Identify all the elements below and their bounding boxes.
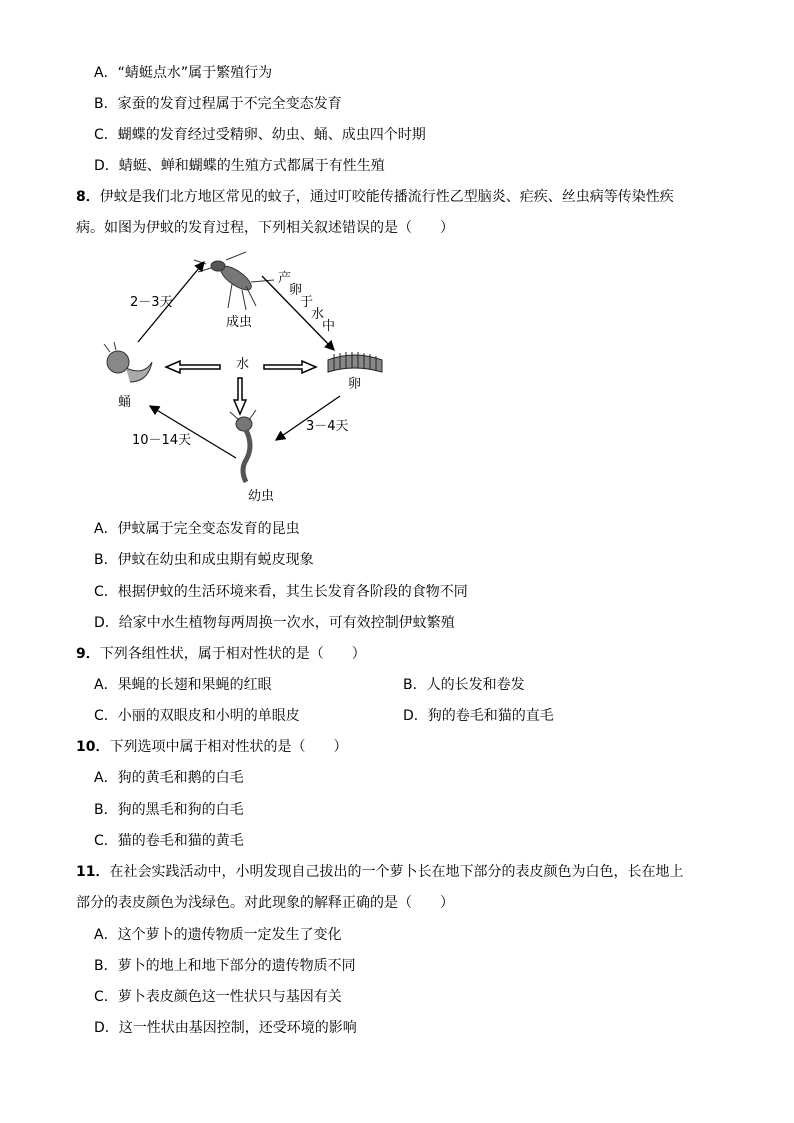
arrow-larva-to-pupa xyxy=(150,406,236,458)
q8-stem-text: 伊蚊是我们北方地区常见的蚊子，通过叮咬能传播流行性乙型脑炎、疟疾、丝虫病等传染性疾 xyxy=(99,189,674,205)
q9-option-b: B．人的长发和卷发 xyxy=(403,677,525,693)
egg-raft-illustration xyxy=(328,352,382,372)
label-egg: 卵 xyxy=(348,377,362,392)
q7-option-d: D．蜻蜓、蝉和蝴蝶的生殖方式都属于有性生殖 xyxy=(94,158,385,174)
q11-option-a: A．这个萝卜的遗传物质一定发生了变化 xyxy=(94,927,342,943)
q10-number: 10． xyxy=(76,739,110,755)
adult-mosquito-illustration xyxy=(194,252,274,310)
q10-option-c: C．猫的卷毛和猫的黄毛 xyxy=(94,833,244,849)
label-lay-char-1: 产 xyxy=(278,271,292,286)
q11-stem-text: 在社会实践活动中，小明发现自己拔出的一个萝卜长在地下部分的表皮颜色为白色，长在地上 xyxy=(109,864,684,880)
label-time-pupa-adult: 2－3天 xyxy=(130,295,173,310)
q8-stem-line1 xyxy=(76,187,674,207)
label-lay-char-4: 水 xyxy=(311,307,325,322)
q11-option-b: B．萝卜的地上和地下部分的遗传物质不同 xyxy=(94,958,356,974)
q10-option-b: B．狗的黑毛和狗的白毛 xyxy=(94,802,244,818)
q11-stem-line1 xyxy=(76,862,683,882)
label-larva: 幼虫 xyxy=(248,489,275,504)
q7-option-b: B．家蚕的发育过程属于不完全变态发育 xyxy=(94,96,342,112)
label-lay-char-5: 中 xyxy=(322,319,336,334)
label-time-larva-pupa: 10－14天 xyxy=(132,433,192,448)
q10-option-a: A．狗的黄毛和鹅的白毛 xyxy=(94,770,244,786)
label-time-egg-larva: 3－4天 xyxy=(306,419,349,434)
q10-stem-text: 下列选项中属于相对性状的是（ ） xyxy=(109,739,348,755)
q7-option-c: C．蝴蝶的发育经过受精卵、幼虫、蛹、成虫四个时期 xyxy=(94,127,426,143)
larva-illustration xyxy=(230,410,256,482)
mosquito-life-cycle-diagram xyxy=(96,250,396,512)
label-adult: 成虫 xyxy=(226,315,253,330)
label-pupa: 蛹 xyxy=(118,395,132,410)
q8-option-b: B．伊蚊在幼虫和成虫期有蜕皮现象 xyxy=(94,552,314,568)
pupa-illustration xyxy=(104,342,152,382)
q11-stem-line2: 部分的表皮颜色为浅绿色。对此现象的解释正确的是（ ） xyxy=(76,895,454,911)
label-lay-char-3: 于 xyxy=(300,295,314,310)
q11-option-c: C．萝卜表皮颜色这一性状只与基因有关 xyxy=(94,989,342,1005)
q9-option-a: A．果蝇的长翅和果蝇的红眼 xyxy=(94,677,272,693)
q11-number: 11． xyxy=(76,864,110,880)
q9-stem-text: 下列各组性状，属于相对性状的是（ ） xyxy=(99,646,366,662)
q9-option-c: C．小丽的双眼皮和小明的单眼皮 xyxy=(94,708,300,724)
q9-number: 9． xyxy=(76,646,100,662)
label-water: 水 xyxy=(236,357,250,372)
q7-option-a: A．“蜻蜓点水”属于繁殖行为 xyxy=(94,65,273,81)
q10-stem xyxy=(76,737,347,757)
q9-option-d: D．狗的卷毛和猫的直毛 xyxy=(403,708,554,724)
q8-stem-line2: 病。如图为伊蚊的发育过程，下列相关叙述错误的是（ ） xyxy=(76,220,454,236)
label-lay-char-2: 卵 xyxy=(289,283,303,298)
q8-option-c: C．根据伊蚊的生活环境来看，其生长发育各阶段的食物不同 xyxy=(94,584,468,600)
q11-option-d: D．这一性状由基因控制，还受环境的影响 xyxy=(94,1020,357,1036)
q9-stem xyxy=(76,644,366,664)
q8-number: 8． xyxy=(76,189,100,205)
q8-option-a: A．伊蚊属于完全变态发育的昆虫 xyxy=(94,521,300,537)
q8-option-d: D．给家中水生植物每两周换一次水，可有效控制伊蚊繁殖 xyxy=(94,615,455,631)
